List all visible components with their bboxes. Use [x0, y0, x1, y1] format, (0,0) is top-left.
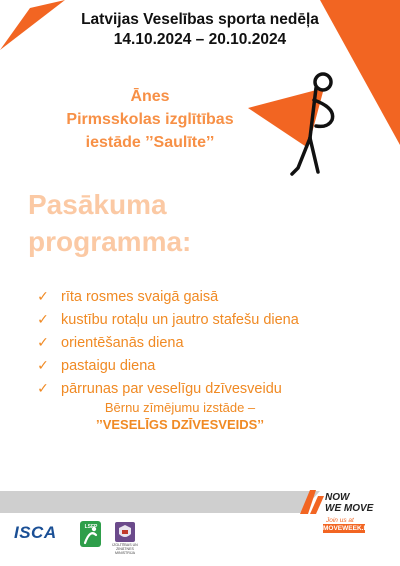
activity-label: pārrunas par veselīgu dzīvesveidu [61, 380, 282, 397]
activity-label: rīta rosmes svaigā gaisā [61, 288, 219, 305]
figure-leg-right [310, 138, 318, 172]
stick-figure-illustration [248, 68, 378, 183]
ministry-name: IZGLĪTĪBAS UN ZINĀTNES MINISTRIJA [112, 543, 138, 555]
activity-label: kustību rotaļu un jautro stafešu diena [61, 311, 299, 328]
isca-logo: ISCA [14, 523, 57, 542]
program-title-line1: Pasākuma [28, 189, 167, 220]
exhibition-title: ’’VESELĪGS DZĪVESVEIDS’’ [95, 417, 265, 432]
check-icon: ✓ [37, 288, 49, 304]
org-name-line1: Ānes [130, 88, 170, 105]
activity-item [36, 377, 299, 400]
check-icon: ✓ [37, 334, 49, 350]
check-icon: ✓ [37, 380, 49, 396]
header-title-dates: 14.10.2024 – 20.10.2024 [113, 31, 287, 48]
org-name-line2: Pirmsskolas izglītības [66, 111, 234, 128]
activity-list [36, 285, 299, 400]
figure-leg-left [292, 138, 310, 174]
lsfp-logo-text: LSFP [84, 524, 98, 530]
activity-item [36, 285, 299, 308]
moveweek-url: MOVEWEEK.EU [323, 525, 373, 532]
header-title-line1: Latvijas Veselības sporta nedēļa [81, 11, 319, 28]
activity-label: pastaigu diena [61, 357, 156, 374]
exhibition-line1: Bērnu zīmējumu izstāde – [104, 400, 256, 415]
org-name-line3: iestāde ’’Saulīte’’ [85, 134, 215, 151]
now-we-move-text-line1: NOW [325, 492, 350, 503]
activity-item [36, 331, 299, 354]
program-title-line2: programma: [28, 226, 192, 257]
check-icon: ✓ [37, 311, 49, 327]
ministry-emblem [115, 522, 135, 542]
check-icon: ✓ [37, 357, 49, 373]
now-we-move-logo-mark [300, 490, 326, 514]
moveweek-tagline: Join us at [326, 517, 354, 524]
activity-item [36, 354, 299, 377]
now-we-move-text-line2: WE MOVE [325, 503, 374, 514]
activity-label: orientēšanās diena [61, 334, 184, 351]
activity-item [36, 308, 299, 331]
